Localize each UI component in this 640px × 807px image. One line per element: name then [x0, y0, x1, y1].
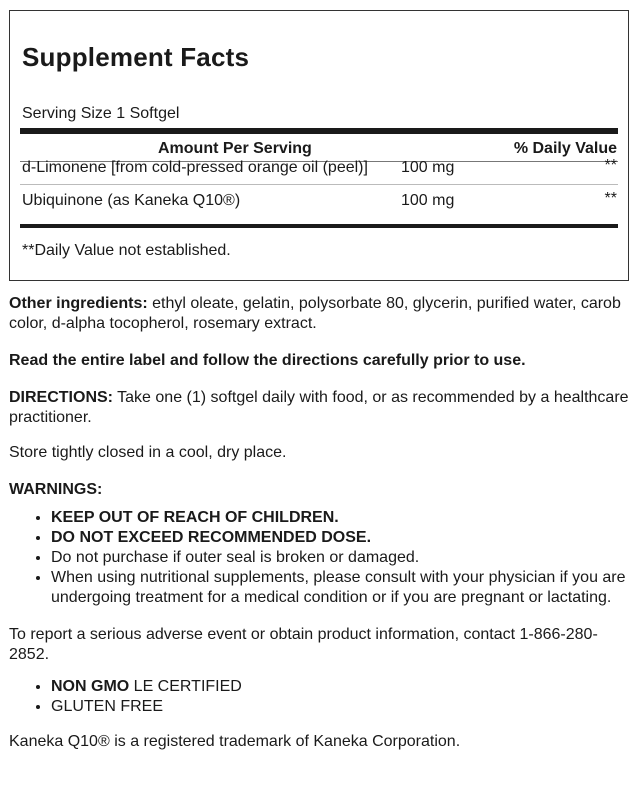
ingredient-daily-value: ** [604, 157, 617, 174]
storage-instructions: Store tightly closed in a cool, dry place. [9, 444, 287, 461]
warning-text: DO NOT EXCEED RECOMMENDED DOSE. [51, 529, 372, 546]
ingredient-name: d-Limonene [from cold-pressed orange oil (peel)] [22, 159, 368, 176]
certifications-list [9, 677, 631, 717]
other-ingredients-label: Other ingredients: [9, 295, 148, 312]
supplement-facts-title: Supplement Facts [22, 42, 250, 72]
label-content [9, 294, 631, 752]
gluten-free-label: GLUTEN FREE [51, 698, 164, 715]
ingredient-daily-value: ** [604, 190, 617, 207]
other-ingredients-text: ethyl oleate, gelatin, polysorbate 80, glycerin, purified water, carob color, d-alpha tocopherol, rosemary extract. [9, 295, 621, 332]
daily-value-footnote: **Daily Value not established. [22, 242, 231, 259]
warning-text: KEEP OUT OF REACH OF CHILDREN. [51, 509, 339, 526]
non-gmo-label: NON GMO [51, 678, 130, 695]
read-label-text: Read the entire label and follow the directions carefully prior to use. [9, 352, 526, 369]
thick-divider [20, 128, 618, 134]
directions-label: DIRECTIONS: [9, 389, 113, 406]
read-label-notice [9, 351, 631, 371]
trademark-notice: Kaneka Q10® is a registered trademark of Kaneka Corporation. [9, 733, 461, 750]
ingredient-amount: 100 mg [401, 192, 455, 209]
directions [9, 388, 631, 428]
row-divider [20, 184, 618, 185]
warning-text: When using nutritional supplements, please consult with your physician if you are undergoing treatment for a medical condition or if you are pregnant or lactating. [51, 569, 626, 606]
directions-text: Take one (1) softgel daily with food, or as recommended by a healthcare practitioner. [9, 389, 629, 426]
list-item [51, 697, 631, 717]
ingredient-amount: 100 mg [401, 159, 455, 176]
list-item [51, 508, 631, 528]
warnings-label: WARNINGS: [9, 481, 103, 498]
serving-size: Serving Size 1 Softgel [22, 105, 180, 122]
amount-per-serving-header: Amount Per Serving [158, 140, 312, 157]
daily-value-header: % Daily Value [513, 140, 617, 157]
non-gmo-certified: LE CERTIFIED [129, 678, 242, 695]
list-item [51, 568, 631, 608]
list-item [51, 548, 631, 568]
other-ingredients [9, 294, 631, 334]
warning-text: Do not purchase if outer seal is broken or damaged. [51, 549, 420, 566]
supplement-facts-panel [9, 10, 629, 281]
ingredient-name: Ubiquinone (as Kaneka Q10®) [22, 192, 241, 209]
adverse-event-report: To report a serious adverse event or obtain product information, contact 1-866-280-2852. [9, 626, 598, 663]
warnings-list [9, 508, 631, 608]
warnings-heading [9, 480, 631, 500]
list-item [51, 528, 631, 548]
bottom-divider [20, 224, 618, 228]
list-item [51, 677, 631, 697]
